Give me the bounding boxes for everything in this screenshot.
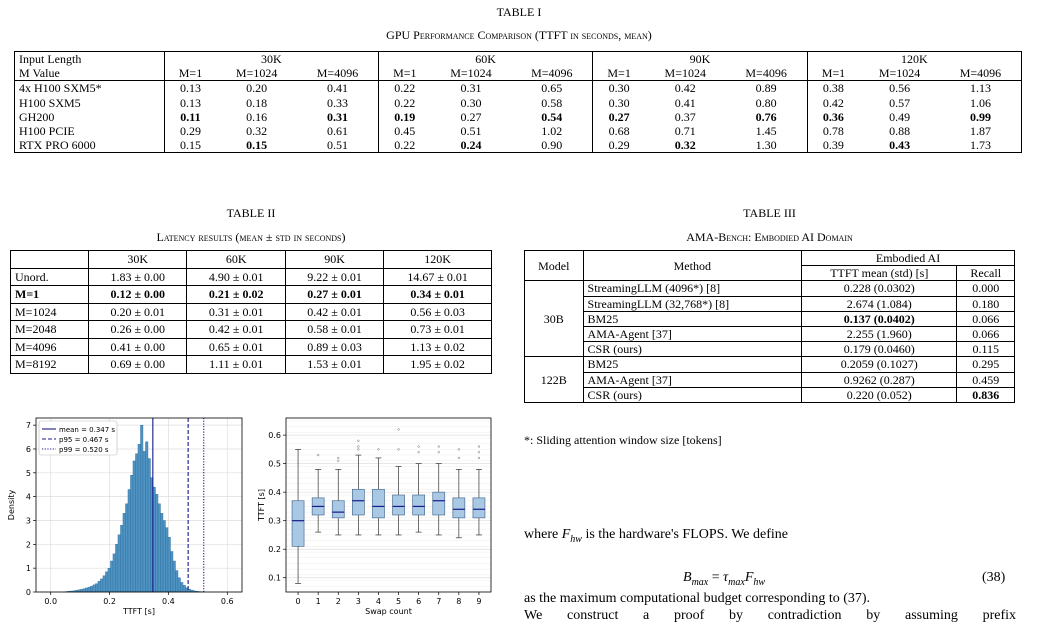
hist-bar: [128, 490, 131, 592]
t2-row: [11, 268, 492, 286]
hist-bar: [135, 454, 138, 592]
t1-header-input-length: Input Length: [19, 52, 82, 66]
t1-cell: 0.31: [431, 81, 512, 96]
box-2: [332, 457, 344, 535]
t2-row-name: M=4096: [11, 338, 89, 356]
box-body: [473, 498, 485, 518]
t1-cell: 0.30: [460, 95, 482, 110]
t2-row: [11, 321, 492, 339]
t3-method: StreamingLLM (32,768*) [8]: [583, 296, 802, 311]
t2-cell: 1.13 ± 0.02: [384, 338, 492, 356]
t3-recall: 0.066: [957, 311, 1015, 326]
t3-ttft: 0.9262 (0.287): [802, 372, 957, 387]
t1-header-m: M=1: [807, 66, 859, 81]
hist-bar: [170, 551, 173, 592]
t1-cell: 0.58: [541, 95, 563, 110]
hist-bar: [165, 528, 168, 592]
t1-cell: 0.38: [807, 81, 859, 96]
t1-cell: 0.88: [889, 124, 911, 139]
box-8: [453, 448, 465, 537]
t1-header-m: M=4096: [531, 66, 573, 81]
t1-cell: 0.15: [164, 138, 216, 153]
table2-label: TABLE II: [226, 206, 276, 220]
hist-bar: [168, 537, 171, 592]
t1-cell: 0.13: [164, 96, 216, 110]
box-9: [473, 446, 485, 535]
t2-cell: 4.90 ± 0.01: [187, 268, 285, 286]
paragraph-1: where $F_{hw}$ is the hardware's FLOPS. We define: [524, 527, 788, 545]
t1-cell: 0.51: [326, 138, 348, 153]
t1-cell: 0.78: [807, 124, 859, 138]
t1-row-name: GH200: [19, 109, 55, 124]
box-flier: [478, 457, 480, 459]
hist-bar: [148, 459, 151, 592]
hist-bar: [163, 520, 166, 592]
t1-header-length: 90K: [593, 52, 807, 67]
t1-cell: 0.13: [164, 81, 216, 96]
hist-ytick-label: 5: [25, 468, 31, 478]
t1-header-length: 60K: [378, 52, 592, 67]
hist-bar: [85, 588, 88, 592]
t1-cell: 0.24: [460, 138, 482, 153]
hist-bar: [140, 425, 143, 592]
t1-cell: 0.41: [297, 81, 379, 96]
box-body: [433, 492, 445, 515]
t1-row-name: RTX PRO 6000: [19, 138, 96, 153]
box-6: [413, 446, 425, 532]
t1-row: [15, 110, 1022, 124]
t3-recall: 0.836: [957, 387, 1015, 402]
t3-recall: 0.295: [957, 357, 1015, 372]
t3-method: BM25: [583, 357, 802, 372]
t3-ttft: 0.2059 (0.1027): [802, 357, 957, 372]
t1-cell: 0.29: [593, 138, 645, 153]
t1-cell: 0.99: [969, 109, 991, 124]
hist-bar: [180, 582, 183, 592]
t3-ttft: 2.674 (1.084): [802, 296, 957, 311]
hist-bar: [100, 579, 103, 592]
t2-cell: 0.89 ± 0.03: [285, 338, 383, 356]
t2-row: [11, 303, 492, 321]
t1-row-name: H100 SXM5: [19, 95, 81, 110]
t1-cell: 0.22: [378, 81, 430, 96]
t3-ttft: 0.220 (0.052): [802, 387, 957, 402]
table1: [14, 51, 1022, 153]
hist-bar: [183, 585, 186, 592]
box-flier: [398, 429, 400, 431]
t1-cell: 0.30: [593, 96, 645, 110]
t3-model: 122B: [525, 357, 584, 403]
hist-ytick-label: 0: [25, 588, 31, 597]
t2-cell: 1.11 ± 0.01: [187, 356, 285, 374]
t1-cell: 1.13: [940, 81, 1022, 96]
t1-cell: 0.32: [674, 138, 696, 153]
t1-header-length: 30K: [164, 52, 378, 67]
t1-cell: 0.29: [164, 124, 216, 138]
box-xtick-label: 5: [396, 597, 402, 606]
t2-cell: 0.26 ± 0.00: [89, 321, 187, 339]
t3-ttft: 0.137 (0.0402): [802, 311, 957, 326]
box-ytick-label: 0.3: [268, 516, 281, 526]
hist-bar: [105, 572, 108, 592]
box-xtick-label: 8: [456, 597, 462, 606]
box-body: [393, 495, 405, 515]
t3-row: [525, 327, 1015, 342]
t1-header-m: M=1024: [878, 66, 921, 81]
t1-cell: 0.65: [511, 81, 593, 96]
box-4: [372, 448, 384, 534]
hist-legend: [39, 421, 117, 455]
ttft-boxplot: [250, 412, 495, 624]
t2-row-name: M=1: [11, 286, 89, 304]
box-ylabel: TTFT [s]: [257, 489, 266, 521]
table1-caption: GPU Performance Comparison (TTFT in seconds, mean): [386, 28, 652, 42]
t1-cell: 0.36: [807, 110, 859, 124]
t1-cell: 1.87: [969, 124, 991, 139]
t3-row: [525, 372, 1015, 387]
ttft-histogram: [0, 412, 250, 624]
hist-bar: [88, 587, 91, 592]
box-body: [292, 501, 304, 547]
t1-row: [15, 138, 1022, 153]
hist-bar: [130, 475, 133, 592]
t1-cell: 0.42: [807, 96, 859, 110]
t1-cell: 0.33: [326, 95, 348, 110]
t1-cell: 0.68: [593, 124, 645, 138]
t1-cell: 0.20: [216, 81, 297, 96]
hist-bar: [110, 561, 113, 592]
t1-header-m: M=1: [164, 66, 216, 81]
t1-header-m: M=4096: [745, 66, 787, 81]
t1-header-m: M=1024: [450, 66, 492, 81]
box-flier: [438, 446, 440, 448]
t2-cell: 0.31 ± 0.01: [187, 303, 285, 321]
t3-recall: 0.459: [957, 372, 1015, 387]
t1-cell: 0.19: [378, 110, 430, 124]
hist-bar: [108, 568, 111, 592]
paragraph-2-line-2: We construct a proof by contradiction by assuming prefix: [524, 608, 1016, 623]
hist-xtick-label: 0.6: [220, 597, 234, 606]
t3-header-ttft: TTFT mean (std) [s]: [802, 266, 957, 281]
t3-recall: 0.115: [957, 342, 1015, 357]
t1-cell: 0.61: [326, 124, 348, 139]
hist-bar: [103, 576, 106, 592]
t3-row: [525, 342, 1015, 357]
t3-recall: 0.180: [957, 296, 1015, 311]
t1-cell: 0.51: [460, 124, 482, 139]
hist-bar: [155, 494, 158, 592]
t1-row-name: H100 PCIE: [19, 124, 75, 139]
t2-cell: 1.95 ± 0.02: [384, 356, 492, 374]
t1-cell: 0.18: [246, 95, 268, 110]
t2-row-name: M=2048: [11, 321, 89, 339]
t1-header-m: M=1024: [664, 66, 706, 81]
t1-cell: 0.80: [755, 95, 777, 110]
t1-cell: 0.54: [541, 109, 563, 124]
box-xtick-label: 0: [295, 597, 301, 606]
box-ytick-label: 0.2: [268, 545, 281, 555]
t1-cell: 0.27: [593, 110, 645, 124]
t3-row: [525, 357, 1015, 372]
t1-row-name: 4x H100 SXM5*: [15, 81, 165, 96]
box-body: [453, 498, 465, 518]
hist-ytick-label: 3: [25, 516, 31, 526]
t2-cell: 0.58 ± 0.01: [285, 321, 383, 339]
t1-cell: 0.39: [807, 138, 859, 153]
box-ytick-label: 0.4: [268, 488, 281, 498]
t1-cell: 0.49: [889, 109, 911, 124]
t3-ttft: 2.255 (1.960): [802, 327, 957, 342]
hist-bar: [115, 544, 118, 592]
t2-cell: 0.20 ± 0.01: [89, 303, 187, 321]
t1-row: [15, 96, 1022, 110]
t1-cell: 0.22: [378, 138, 430, 153]
t1-header-m: M=1: [593, 66, 645, 81]
t2-row: [11, 338, 492, 356]
t1-cell: 0.89: [726, 81, 808, 96]
t1-cell: 0.71: [674, 124, 696, 139]
t1-header-m: M=4096: [959, 66, 1002, 81]
t2-cell: 0.27 ± 0.01: [285, 286, 383, 304]
t1-header-m-value: M Value: [19, 66, 60, 81]
hist-bar: [120, 525, 123, 592]
hist-bar: [98, 581, 101, 592]
t3-method: CSR (ours): [583, 342, 802, 357]
hist-bar: [158, 504, 161, 592]
hist-bar: [160, 513, 163, 592]
hist-ylabel: Density: [7, 489, 16, 521]
t3-method: CSR (ours): [583, 387, 802, 402]
box-ytick-label: 0.6: [268, 431, 281, 441]
t2-cell: 0.34 ± 0.01: [384, 286, 492, 304]
t2-row-name: Unord.: [11, 268, 89, 286]
t1-cell: 1.73: [969, 138, 991, 153]
hist-bar: [173, 561, 176, 592]
t1-row: [15, 124, 1022, 138]
paragraph-2-line-1: as the maximum computational budget corresponding to (37).: [524, 591, 871, 606]
box-xlabel: Swap count: [365, 607, 412, 616]
box-flier: [418, 451, 420, 453]
hist-bar: [95, 584, 98, 592]
t1-row: [15, 81, 1022, 96]
box-ytick-label: 0.5: [268, 459, 281, 469]
t1-cell: 1.45: [755, 124, 777, 139]
table3-caption: AMA-Bench: Embodied AI Domain: [686, 230, 853, 244]
t1-header-m: M=1024: [235, 66, 278, 81]
t1-cell: 1.30: [755, 138, 777, 153]
hist-ytick-label: 4: [25, 492, 31, 502]
t2-header: 30K: [89, 251, 187, 269]
t1-cell: 0.31: [326, 109, 348, 124]
t3-ttft: 0.228 (0.0302): [802, 281, 957, 296]
hist-legend-entry: mean = 0.347 s: [59, 426, 116, 434]
box-xtick-label: 4: [375, 597, 381, 606]
t1-cell: 0.42: [645, 81, 726, 96]
t3-header-method: Method: [583, 251, 802, 281]
t2-row: [11, 286, 492, 304]
box-flier: [357, 440, 359, 442]
box-7: [433, 446, 445, 535]
t1-header-m: M=4096: [316, 66, 359, 81]
t3-row: [525, 311, 1015, 326]
hist-xtick-label: 0.4: [162, 597, 175, 606]
box-flier: [418, 446, 420, 448]
t3-recall: 0.000: [957, 281, 1015, 296]
t1-cell: 1.02: [541, 124, 563, 139]
hist-bar: [118, 535, 121, 592]
t1-cell: 0.57: [889, 95, 911, 110]
t3-method: StreamingLLM (4096*) [8]: [583, 281, 802, 296]
t1-cell: 0.41: [674, 95, 696, 110]
t2-row-name: M=1024: [11, 303, 89, 321]
t1-cell: 0.56: [859, 81, 940, 96]
t2-cell: 1.83 ± 0.00: [89, 268, 187, 286]
hist-bar: [93, 585, 96, 592]
table3-label: TABLE III: [743, 206, 796, 220]
box-xtick-label: 2: [335, 597, 341, 606]
table3: [524, 250, 1015, 403]
box-body: [372, 489, 384, 518]
table2: [10, 250, 492, 374]
t1-cell: 0.45: [378, 124, 430, 138]
t3-row: [525, 387, 1015, 402]
t1-cell: 0.15: [246, 138, 268, 153]
table1-label: TABLE I: [496, 5, 542, 19]
t3-row: [525, 281, 1015, 296]
t1-cell: 0.37: [674, 109, 696, 124]
hist-bar: [145, 442, 148, 592]
t3-ttft: 0.179 (0.0460): [802, 342, 957, 357]
t3-header-domain: Embodied AI: [802, 251, 1015, 266]
t3-method: AMA-Agent [37]: [583, 372, 802, 387]
t1-cell: 0.43: [889, 138, 911, 153]
table3-footnote: *: Sliding attention window size [tokens]: [524, 433, 722, 447]
t2-cell: 0.69 ± 0.00: [89, 356, 187, 374]
hist-ytick-label: 1: [25, 564, 31, 574]
box-ytick-label: 0.1: [268, 573, 281, 583]
t2-cell: 0.41 ± 0.00: [89, 338, 187, 356]
hist-bar: [133, 461, 136, 592]
t2-header-blank: [11, 251, 89, 269]
t3-method: BM25: [583, 311, 802, 326]
hist-ytick-label: 6: [25, 444, 31, 454]
hist-xlabel: TTFT [s]: [123, 607, 155, 616]
hist-bar: [175, 571, 178, 592]
hist-bar: [178, 578, 181, 592]
box-flier: [458, 457, 460, 459]
box-flier: [438, 451, 440, 453]
t2-header: 90K: [285, 251, 383, 269]
box-flier: [337, 457, 339, 459]
t3-model: 30B: [525, 281, 584, 357]
t3-header-recall: Recall: [957, 266, 1015, 281]
t2-cell: 0.73 ± 0.01: [384, 321, 492, 339]
equation-38: $B_{max} = \tau_{max}F_{hw}$: [683, 570, 766, 588]
box-xtick-label: 3: [355, 597, 361, 606]
equation-number: (38): [982, 570, 1006, 585]
box-5: [393, 429, 405, 535]
t2-cell: 9.22 ± 0.01: [285, 268, 383, 286]
box-body: [413, 495, 425, 515]
hist-bar: [138, 444, 141, 592]
t1-cell: 0.11: [164, 110, 216, 124]
box-body: [332, 501, 344, 518]
t1-header-m: M=1: [378, 66, 430, 81]
box-body: [352, 489, 364, 515]
hist-bar: [113, 554, 116, 592]
t2-cell: 0.56 ± 0.03: [384, 303, 492, 321]
t1-cell: 0.22: [378, 96, 430, 110]
box-xtick-label: 1: [315, 597, 321, 606]
t2-cell: 0.42 ± 0.01: [187, 321, 285, 339]
t2-cell: 14.67 ± 0.01: [384, 268, 492, 286]
t2-cell: 0.12 ± 0.00: [89, 286, 187, 304]
t1-cell: 0.30: [593, 81, 645, 96]
t3-header-model: Model: [525, 251, 584, 281]
t1-cell: 0.27: [460, 109, 482, 124]
hist-bar: [143, 451, 146, 592]
t2-cell: 0.42 ± 0.01: [285, 303, 383, 321]
hist-bar: [90, 586, 93, 592]
t1-header-length: 120K: [807, 52, 1021, 67]
box-xtick-label: 6: [416, 597, 422, 606]
t3-method: AMA-Agent [37]: [583, 327, 802, 342]
t2-header: 120K: [384, 251, 492, 269]
hist-xtick-label: 0.0: [44, 597, 58, 606]
t1-cell: 0.90: [541, 138, 563, 153]
t1-cell: 1.06: [969, 95, 991, 110]
t3-recall: 0.066: [957, 327, 1015, 342]
t2-cell: 1.53 ± 0.01: [285, 356, 383, 374]
hist-bar: [125, 504, 128, 592]
t2-row: [11, 356, 492, 374]
table2-caption: Latency results (mean ± std in seconds): [156, 230, 346, 244]
hist-bar: [123, 513, 126, 592]
t2-row-name: M=8192: [11, 356, 89, 374]
hist-legend-entry: p99 = 0.520 s: [59, 446, 109, 454]
t1-cell: 0.32: [246, 124, 268, 139]
hist-legend-entry: p95 = 0.467 s: [59, 436, 109, 444]
box-flier: [478, 446, 480, 448]
t1-cell: 0.76: [755, 109, 777, 124]
box-xtick-label: 9: [476, 597, 482, 606]
box-xtick-label: 7: [436, 597, 442, 606]
box-flier: [478, 451, 480, 453]
t1-cell: 0.16: [246, 109, 268, 124]
t3-row: [525, 296, 1015, 311]
hist-ytick-label: 7: [25, 421, 31, 431]
box-flier: [357, 446, 359, 448]
t2-header: 60K: [187, 251, 285, 269]
hist-ytick-label: 2: [25, 540, 31, 550]
t2-cell: 0.21 ± 0.02: [187, 286, 285, 304]
hist-bar: [83, 589, 86, 592]
t2-cell: 0.65 ± 0.01: [187, 338, 285, 356]
hist-xtick-label: 0.2: [103, 597, 116, 606]
